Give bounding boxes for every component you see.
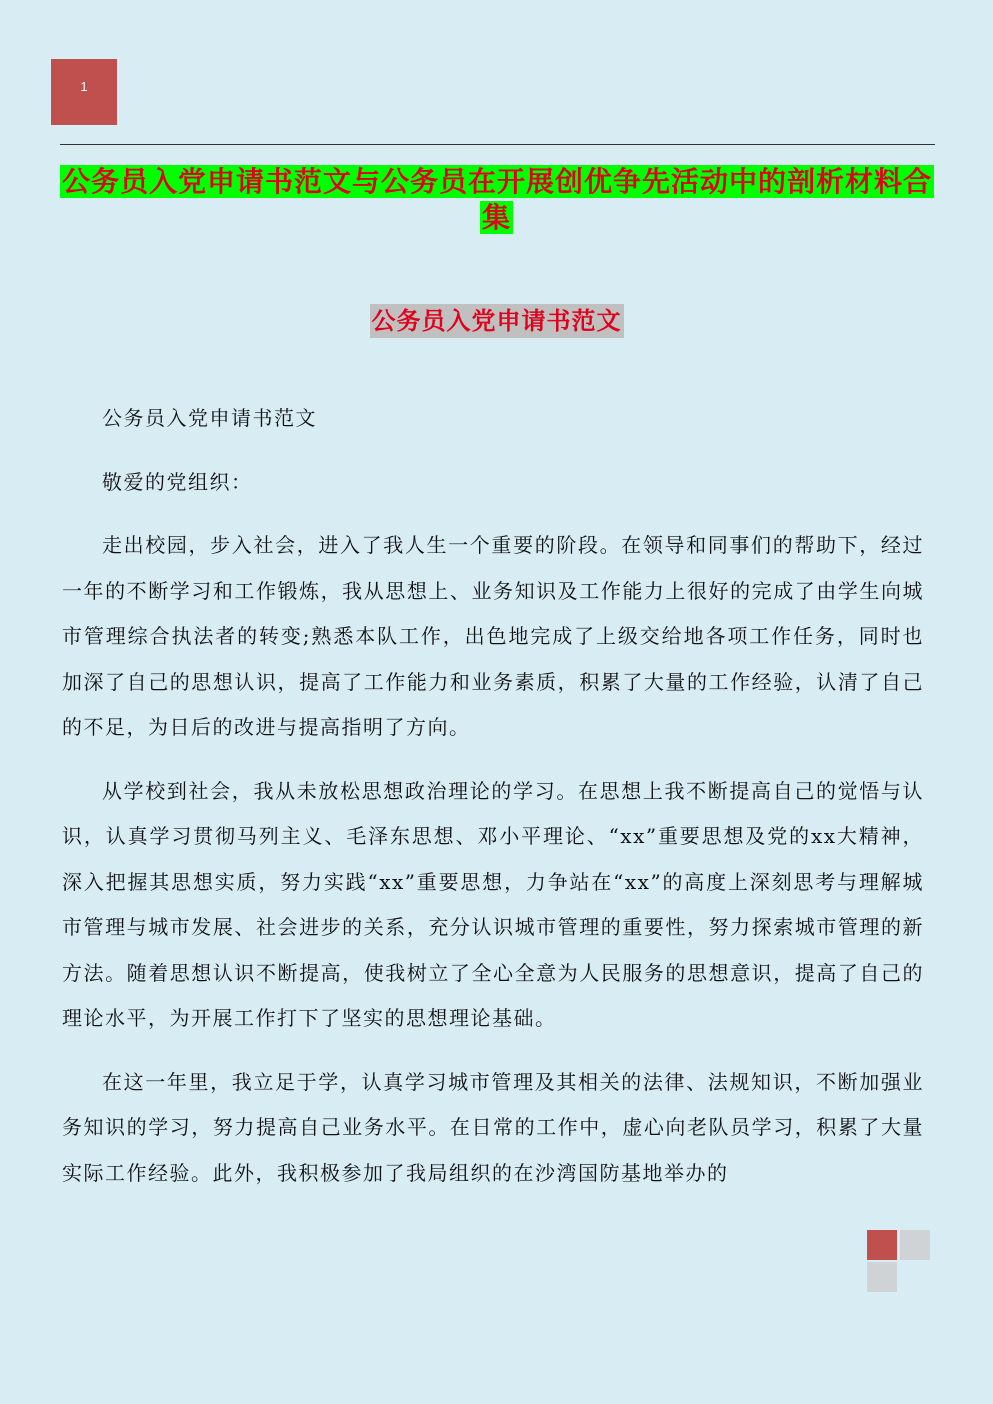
paragraph: 在这一年里，我立足于学，认真学习城市管理及其相关的法律、法规知识，不断加强业务知识的学习，努力提高自己业务水平。在日常的工作中，虚心向老队员学习，积累了大量实际工作经验。此外，我积极参加了我局组织的在沙湾国防基地举办的	[62, 1069, 924, 1185]
title-block	[60, 164, 933, 236]
decor-square-grey	[867, 1262, 897, 1292]
decor-square-red	[867, 1230, 897, 1260]
section-title: 公务员入党申请书范文	[370, 304, 624, 338]
page-number: 1	[80, 79, 88, 94]
paragraph: 从学校到社会，我从未放松思想政治理论的学习。在思想上我不断提高自己的觉悟与认识，认真学习贯彻马列主义、毛泽东思想、邓小平理论、“xx”重要思想及党的xx大精神，深入把握其思想实质，努力实践“xx”重要思想，力争站在“xx”的高度上深刻思考与理解城市管理与城市发展、社会进步的关系，充分认识城市管理的重要性，努力探索城市管理的新方法。随着思想认识不断提高，使我树立了全心全意为人民服务的思想意识，提高了自己的理论水平，为开展工作打下了坚实的思想理论基础。	[62, 778, 924, 1030]
corner-decoration	[867, 1230, 933, 1292]
page-number-badge	[51, 59, 117, 125]
header-divider	[60, 144, 935, 145]
paragraph: 走出校园，步入社会，进入了我人生一个重要的阶段。在领导和同事们的帮助下，经过一年的不断学习和工作锻炼，我从思想上、业务知识及工作能力上很好的完成了由学生向城市管理综合执法者的转变;熟悉本队工作，出色地完成了上级交给地各项工作任务，同时也加深了自己的思想认识，提高了工作能力和业务素质，积累了大量的工作经验，认清了自己的不足，为日后的改进与提高指明了方向。	[62, 533, 924, 739]
main-title: 公务员入党申请书范文与公务员在开展创优争先活动中的剖析材料合集	[62, 165, 933, 234]
document-body	[62, 396, 924, 1196]
salutation: 敬爱的党组织：	[102, 469, 253, 494]
section-title-block	[60, 304, 933, 338]
decor-square-grey	[900, 1230, 930, 1260]
body-heading-line: 公务员入党申请书范文	[102, 406, 317, 430]
